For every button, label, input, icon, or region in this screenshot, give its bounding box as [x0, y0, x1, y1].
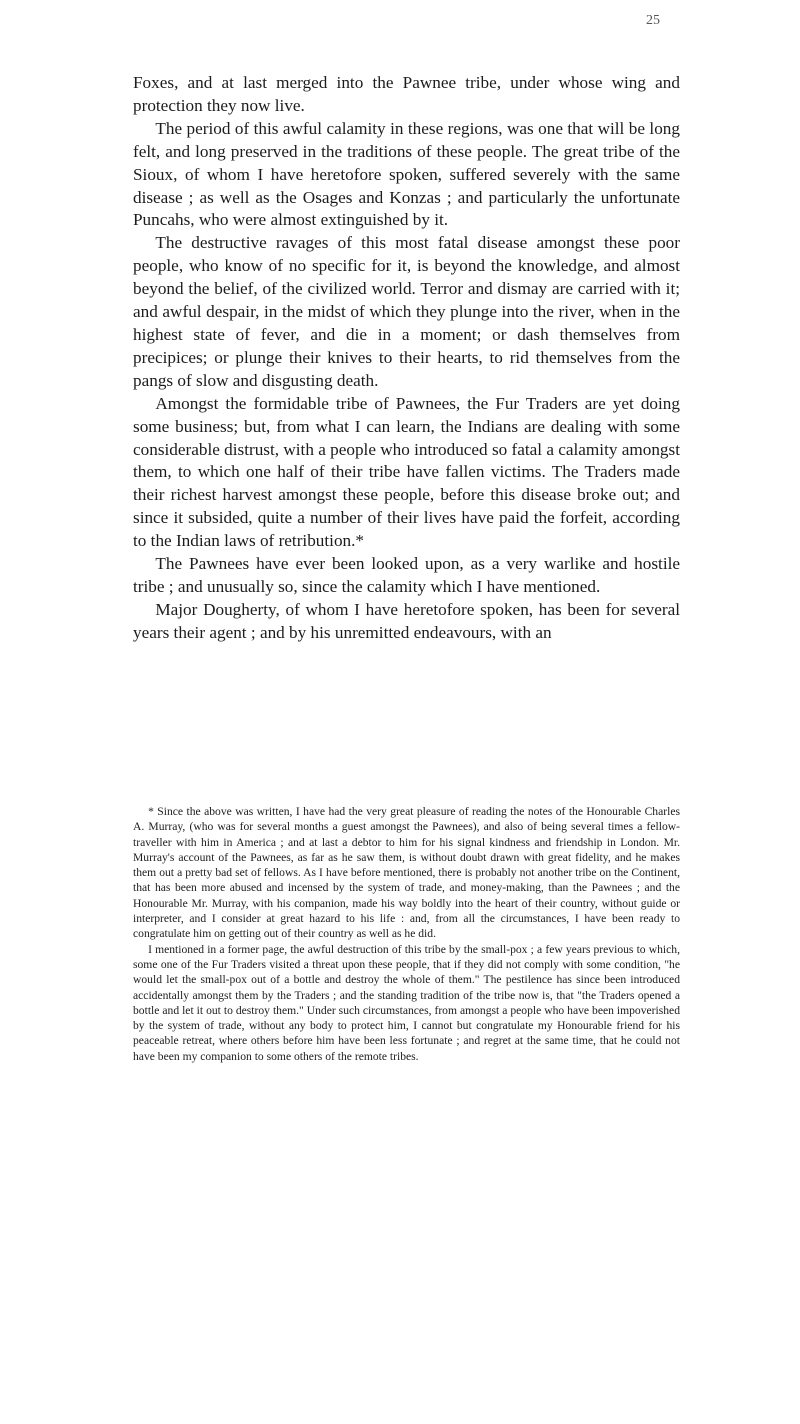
paragraph: Amongst the formidable tribe of Pawnees, the Fur Traders are yet doing some business; but, from what I can learn, the Indians are dealing with some considerable distrust, with a people who introduced so fatal a calamity amongst them, to which one half of their tribe have fallen victims. The Traders made their richest harvest amongst these people, before this disease broke out; and since it subsided, quite a number of their lives have paid the forfeit, according to the Indian laws of retribution.*: [133, 393, 680, 551]
footnote: * Since the above was written, I have had the very great pleasure of reading the notes of the Honourable Charles A. Murray, (who was for several months a guest amongst the Pawnees), and also of being several times a fellow-traveller with him in America ; and at last a debtor to him for his signal kindness and friendship in London. Mr. Murray's account of the Pawnees, as far as he saw them, is without doubt drawn with great fidelity, and he makes them out a pretty bad set of fellows. As I have before mentioned, there is probably not another tribe on the Continent, that has been more abused and incensed by the system of trade, and money-making, than the Pawnees ; and the Honourable Mr. Murray, with his companion, made his way boldly into the heart of their country, without guide or interpreter, and I consider at great hazard to his life : and, from all the circumstances, I have been ready to congratulate him on getting out of their country as well as he did.: [133, 805, 680, 941]
paragraph: The period of this awful calamity in these regions, was one that will be long felt, and long preserved in the traditions of these people. The great tribe of the Sioux, of whom I have heretofore spoken, suffered severely with the same disease ; as well as the Osages and Konzas ; and particularly the unfortunate Puncahs, who were almost extinguished by it.: [133, 118, 680, 230]
paragraph: The destructive ravages of this most fatal disease amongst these poor people, who know of no specific for it, is beyond the knowledge, and almost beyond the belief, of the civilized world. Terror and dismay are carried with it; and awful despair, in the midst of which they plunge into the river, when in the highest state of fever, and die in a moment; or dash themselves from precipices; or plunge their knives to their hearts, to rid themselves from the pangs of slow and disgusting death.: [133, 233, 680, 390]
footnotes: [133, 804, 680, 1064]
paragraph: The Pawnees have ever been looked upon, as a very warlike and hostile tribe ; and unusually so, since the calamity which I have mentioned.: [133, 554, 680, 596]
main-text: [133, 72, 680, 645]
paragraph: Foxes, and at last merged into the Pawnee tribe, under whose wing and protection they now live.: [133, 73, 680, 115]
footnote: I mentioned in a former page, the awful destruction of this tribe by the small-pox ; a few years previous to which, some one of the Fur Traders visited a threat upon these people, that if they did not comply with some condition, "he would let the small-pox out of a bottle and destroy the whole of them." The pestilence has since been introduced accidentally amongst them by the Traders ; and the standing tradition of the tribe now is, that "the Traders opened a bottle and let it out to destroy them." Under such circumstances, from amongst a people who have been impoverished by the system of trade, without any body to protect him, I cannot but congratulate my Honourable friend for his peaceable retreat, where others before him have been less fortunate ; and regret at the same time, that he could not have been my companion to some others of the remote tribes.: [133, 942, 680, 1063]
paragraph: Major Dougherty, of whom I have heretofore spoken, has been for several years their agent ; and by his unremitted endeavours, with an: [133, 599, 680, 642]
page-number: 25: [646, 13, 660, 28]
